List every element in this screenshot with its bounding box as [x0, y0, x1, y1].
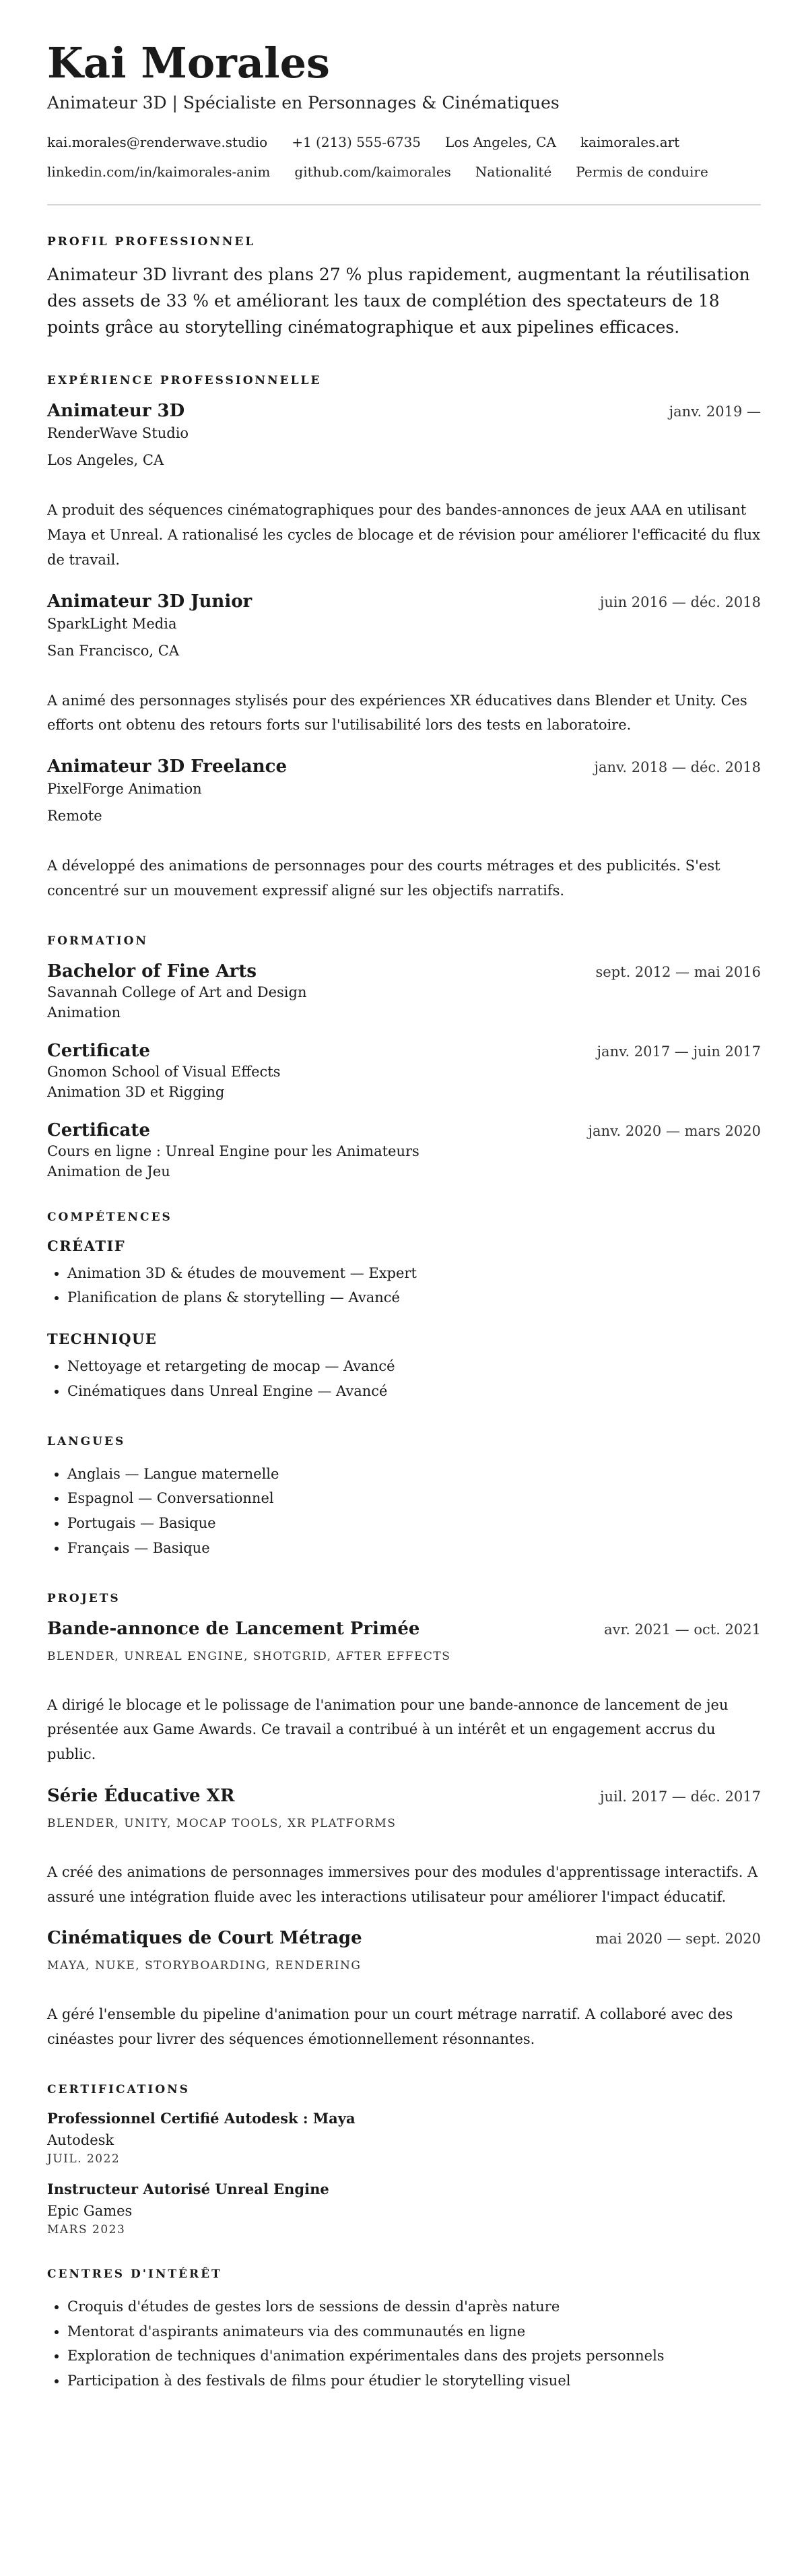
interest-item: • Exploration de techniques d'animation expérimentales dans des projets personnels [67, 2344, 761, 2369]
contact-location: Los Angeles, CA [445, 134, 556, 151]
interest-item: • Participation à des festivals de films pour étudier le storytelling visuel [67, 2369, 761, 2393]
certification-issuer: Epic Games [47, 2202, 133, 2219]
degree-title: Certificate [47, 1120, 150, 1140]
education-item [47, 1041, 761, 1100]
profile-section [47, 235, 761, 340]
project-title: Bande-annonce de Lancement Primée [47, 1618, 420, 1639]
interests-section-title: CENTRES D'INTÉRÊT [47, 2267, 222, 2281]
project-title: Cinématiques de Court Métrage [47, 1928, 362, 1949]
certifications-section [47, 2083, 761, 2236]
school-name: Gnomon School of Visual Effects [47, 1063, 281, 1080]
certification-item [47, 2181, 761, 2236]
certification-name: Professionnel Certifié Autodesk : Maya [47, 2109, 356, 2127]
skill-list [47, 1261, 761, 1311]
skills-section [47, 1211, 761, 1404]
project-tags: MAYA, NUKE, STORYBOARDING, RENDERING [47, 1959, 362, 1973]
job-dates: juin 2016 — déc. 2018 [599, 593, 761, 610]
project-dates: juil. 2017 — déc. 2017 [599, 1788, 761, 1805]
skill-group-title: TECHNIQUE [47, 1330, 158, 1348]
education-section-title: FORMATION [47, 934, 149, 948]
experience-section [47, 374, 761, 903]
certification-date: JUIL. 2022 [47, 2152, 121, 2166]
candidate-name: Kai Morales [47, 38, 330, 88]
project-description: A créé des animations de personnages immersives pour des modules d'apprentissage interactifs. A assuré une intégration fluide avec les interactions utilisateur pour améliorer l'impact éducatif. [47, 1863, 758, 1905]
job-title: Animateur 3D [47, 401, 185, 422]
certifications-section-title: CERTIFICATIONS [47, 2082, 190, 2096]
degree-title: Bachelor of Fine Arts [47, 961, 257, 981]
job-company: PixelForge Animation [47, 781, 202, 798]
language-item: • Espagnol — Conversationnel [67, 1486, 761, 1511]
contact-github-link[interactable]: github.com/kaimorales [294, 164, 451, 181]
education-field: Animation de Jeu [47, 1163, 170, 1180]
job-description: A animé des personnages stylisés pour des expériences XR éducatives dans Blender et Unity. Ces efforts ont obtenu des retours forts sur l'utilisabilité lors des tests en laboratoire. [47, 692, 747, 734]
skills-section-title: COMPÉTENCES [47, 1210, 172, 1224]
education-section [47, 934, 761, 1180]
job-company: RenderWave Studio [47, 425, 189, 442]
job-location: San Francisco, CA [47, 642, 180, 659]
contact-nationality: Nationalité [475, 164, 552, 181]
experience-item [47, 756, 761, 903]
school-name: Cours en ligne : Unreal Engine pour les Animateurs [47, 1142, 419, 1159]
skill-item: • Planification de plans & storytelling — Avancé [67, 1285, 761, 1310]
job-dates: janv. 2018 — déc. 2018 [594, 759, 761, 776]
education-field: Animation [47, 1004, 121, 1021]
job-company: SparkLight Media [47, 615, 177, 632]
interest-item: • Croquis d'études de gestes lors de sessions de dessin d'après nature [67, 2294, 761, 2319]
language-item: • Portugais — Basique [67, 1511, 761, 1536]
project-description: A géré l'ensemble du pipeline d'animation pour un court métrage narratif. A collaboré avec des cinéastes pour livrer des séquences émotionnellement résonnantes. [47, 2006, 733, 2048]
projects-section [47, 1592, 761, 2052]
certification-date: MARS 2023 [47, 2222, 126, 2236]
skill-item: • Cinématiques dans Unreal Engine — Avancé [67, 1379, 761, 1404]
experience-section-title: EXPÉRIENCE PROFESSIONNELLE [47, 374, 322, 388]
education-item [47, 961, 761, 1021]
project-dates: avr. 2021 — oct. 2021 [604, 1621, 761, 1638]
job-description: A développé des animations de personnages pour des courts métrages et des publicités. S'est concentré sur un mouvement expressif aligné sur les objectifs narratifs. [47, 858, 720, 899]
education-item [47, 1120, 761, 1180]
education-dates: janv. 2017 — juin 2017 [597, 1043, 761, 1060]
project-item [47, 1928, 761, 2052]
certification-issuer: Autodesk [47, 2131, 114, 2148]
project-tags: BLENDER, UNREAL ENGINE, SHOTGRID, AFTER EFFECTS [47, 1649, 451, 1663]
job-title: Animateur 3D Freelance [47, 756, 287, 777]
project-dates: mai 2020 — sept. 2020 [595, 1931, 761, 1947]
language-list [47, 1462, 761, 1561]
school-name: Savannah College of Art and Design [47, 984, 307, 1000]
experience-item [47, 401, 761, 572]
languages-section-title: LANGUES [47, 1434, 126, 1448]
interest-item: • Mentorat d'aspirants animateurs via des communautés en ligne [67, 2319, 761, 2344]
language-item: • Anglais — Langue maternelle [67, 1462, 761, 1487]
skill-list [47, 1354, 761, 1404]
project-title: Série Éducative XR [47, 1785, 235, 1806]
contact-info [47, 127, 761, 187]
job-dates: janv. 2019 — [669, 404, 761, 420]
contact-email-link[interactable]: kai.morales@renderwave.studio [47, 134, 268, 151]
certification-name: Instructeur Autorisé Unreal Engine [47, 2180, 329, 2197]
project-tags: BLENDER, UNITY, MOCAP TOOLS, XR PLATFORMS [47, 1816, 397, 1830]
education-field: Animation 3D et Rigging [47, 1083, 225, 1100]
education-dates: janv. 2020 — mars 2020 [588, 1122, 761, 1139]
project-description: A dirigé le blocage et le polissage de l'animation pour une bande-annonce de lancement de jeu présentée aux Game Awards. Ce travail a contribué à un intérêt et un engagement accrus du public. [47, 1696, 729, 1763]
project-item [47, 1786, 761, 1910]
experience-item [47, 591, 761, 738]
interests-section [47, 2267, 761, 2393]
degree-title: Certificate [47, 1040, 150, 1061]
languages-section [47, 1435, 761, 1561]
contact-phone: +1 (213) 555-6735 [292, 134, 422, 151]
job-description: A produit des séquences cinématographiques pour des bandes-annonces de jeux AAA en utilisant Maya et Unreal. A rationalisé les cycles de blocage et de révision pour améliorer l'efficacité du flux de travail. [47, 502, 760, 568]
contact-driving-license: Permis de conduire [576, 164, 708, 181]
education-dates: sept. 2012 — mai 2016 [595, 963, 761, 980]
profile-section-title: PROFIL PROFESSIONNEL [47, 235, 256, 249]
contact-linkedin-link[interactable]: linkedin.com/in/kaimorales-anim [47, 164, 271, 181]
profile-summary: Animateur 3D livrant des plans 27 % plus rapidement, augmentant la réutilisation des assets de 33 % et améliorant les taux de complétion des spectateurs de 18 points grâce au storytelling cinématographique et aux pipelines efficaces. [47, 265, 750, 337]
project-item [47, 1619, 761, 1767]
candidate-headline: Animateur 3D | Spécialiste en Personnages & Cinématiques [47, 93, 560, 113]
certification-item [47, 2110, 761, 2166]
skill-item: • Animation 3D & études de mouvement — Expert [67, 1261, 761, 1286]
skill-item: • Nettoyage et retargeting de mocap — Avancé [67, 1354, 761, 1379]
skill-group-title: CRÉATIF [47, 1237, 126, 1254]
contact-website-link[interactable]: kaimorales.art [580, 134, 680, 151]
job-location: Los Angeles, CA [47, 452, 164, 469]
job-title: Animateur 3D Junior [47, 591, 252, 612]
projects-section-title: PROJETS [47, 1591, 121, 1605]
interest-list [47, 2294, 761, 2393]
language-item: • Français — Basique [67, 1536, 761, 1561]
header-divider [47, 204, 761, 205]
job-location: Remote [47, 808, 102, 825]
resume-header [47, 40, 761, 187]
